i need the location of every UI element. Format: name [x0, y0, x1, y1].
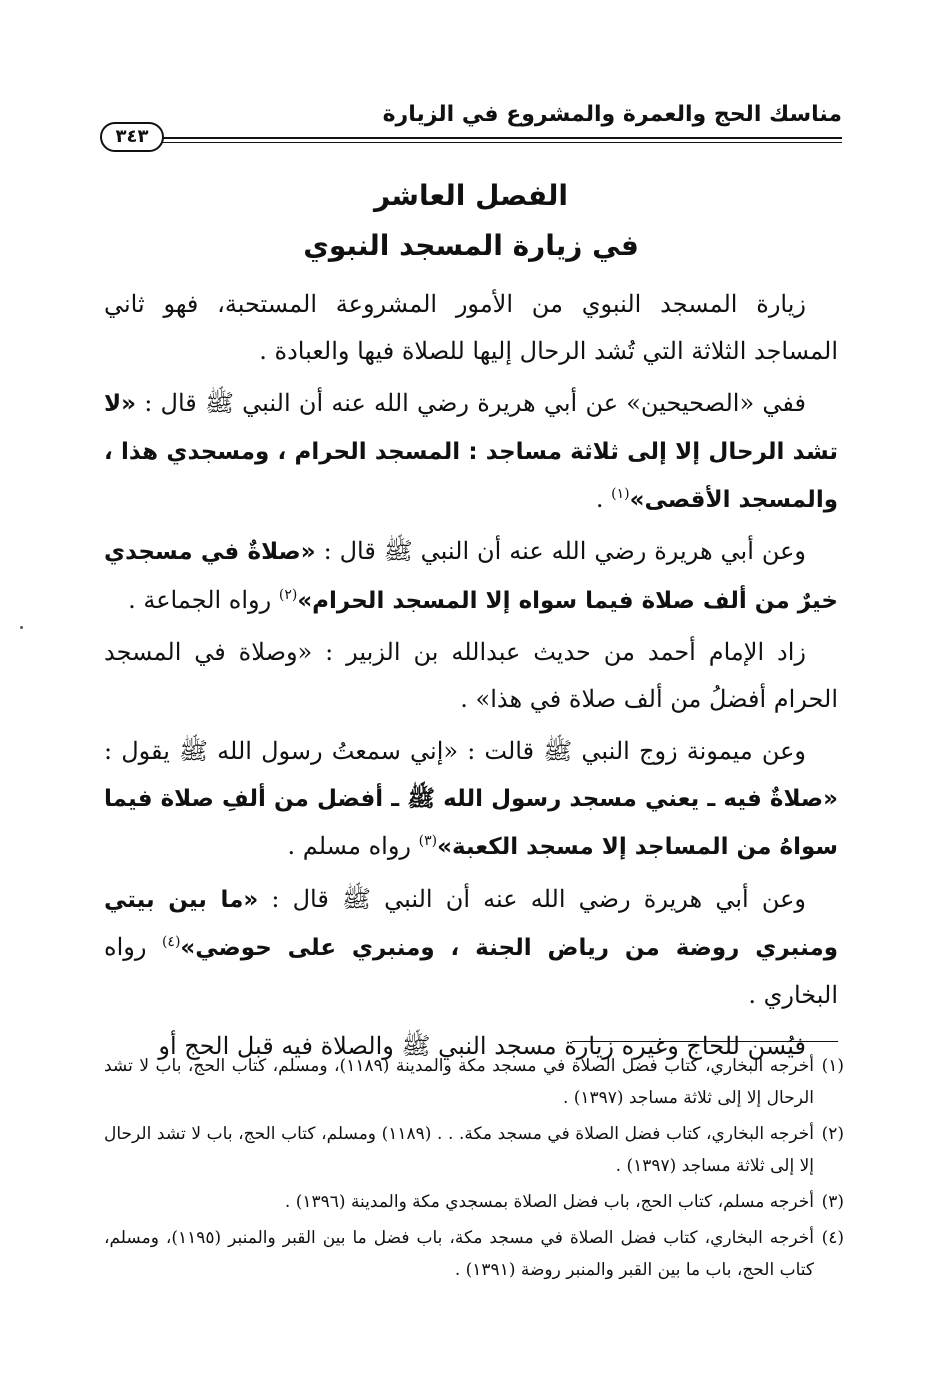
paragraph-2-intro: ففي «الصحيحين» عن أبي هريرة رضي الله عنه أن النبي ﷺ قال :	[135, 388, 806, 417]
paragraph-3-end: رواه الجماعة .	[128, 585, 279, 614]
footnote-ref-3: (٣)	[418, 833, 438, 850]
main-text	[104, 281, 838, 1075]
paragraph-7: فيُسن للحاج وغيره زيارة مسجد النبي ﷺ والصلاة فيه قبل الحج أو	[158, 1032, 806, 1061]
running-title: مناسك الحج والعمرة والمشروع في الزيارة	[382, 102, 842, 127]
paragraph-5-intro: وعن ميمونة زوج النبي ﷺ قالت : «إني سمعتُ رسول الله ﷺ يقول :	[104, 736, 806, 765]
chapter-subtitle: في زيارة المسجد النبوي	[303, 229, 639, 262]
footnote-text: أخرجه البخاري، كتاب فضل الصلاة في مسجد مكة والمدينة (١١٨٩)، ومسلم، كتاب الحج، باب لا تشد الرحال إلا إلى ثلاثة مساجد (١٣٩٧) .	[104, 1056, 814, 1108]
footnote-ref-1: (١)	[611, 486, 630, 503]
footnote	[104, 1186, 844, 1218]
footnote-separator	[572, 1041, 838, 1042]
page-number: ٣٤٣	[100, 122, 164, 152]
footnote-number: (١)	[821, 1056, 844, 1076]
footnote	[104, 1222, 844, 1286]
footnote-number: (٣)	[821, 1192, 844, 1212]
hadith-quote-3: «صلاةٌ فيه ـ يعني مسجد رسول الله ﷺ ـ أفضل من ألفِ صلاة فيما سواهُ من المساجد إلا مسجد الكعبة»	[104, 785, 838, 861]
hadith-quote-4: «ما بين بيتي ومنبري روضة من رياض الجنة ، ومنبري على حوضي»	[104, 886, 838, 961]
hadith-quote-2: «صلاةٌ في مسجدي خيرٌ من ألف صلاة فيما سواه إلا المسجد الحرام»	[104, 539, 838, 614]
paragraph-2	[104, 380, 838, 525]
hadith-quote-1: «لا تشد الرحال إلا إلى ثلاثة مساجد : المسجد الحرام ، ومسجدي هذا ، والمسجد الأقصى»	[104, 390, 838, 514]
paragraph-1: زيارة المسجد النبوي من الأمور المشروعة المستحبة، فهو ثاني المساجد الثلاثة التي تُشد الرحال إليها للصلاة فيها والعبادة .	[104, 290, 838, 366]
margin-speck	[20, 626, 23, 629]
paragraph-3	[104, 528, 838, 625]
header-rule	[162, 137, 842, 143]
paragraph-6-end: رواه البخاري .	[104, 932, 838, 1010]
paragraph-5	[104, 728, 838, 872]
footnote-number: (٤)	[821, 1228, 845, 1248]
footnote-ref-4: (٤)	[161, 933, 181, 950]
footnote	[104, 1050, 844, 1114]
chapter-title: الفصل العاشر	[374, 179, 568, 212]
running-header	[100, 100, 842, 146]
footnote-text: أخرجه البخاري، كتاب فضل الصلاة في مسجد مكة. . . (١١٨٩) ومسلم، كتاب الحج، باب لا تشد الرحال إلا إلى ثلاثة مساجد (١٣٩٧) .	[104, 1124, 814, 1176]
paragraph-5-end: رواه مسلم .	[287, 832, 419, 861]
footnote-number: (٢)	[821, 1124, 844, 1144]
paragraph-6	[104, 876, 838, 1020]
footnote-text: أخرجه البخاري، كتاب فضل الصلاة في مسجد مكة، باب فضل ما بين القبر والمنبر (١١٩٥)، ومسلم، كتاب الحج، باب ما بين القبر والمنبر روضة (١٣٩١) .	[104, 1228, 815, 1280]
paragraph-6-intro: وعن أبي هريرة رضي الله عنه أن النبي ﷺ قال :	[258, 884, 807, 913]
paragraph-2-end: .	[595, 485, 612, 514]
footnote-ref-2: (٢)	[278, 586, 298, 603]
footnote-text: أخرجه مسلم، كتاب الحج، باب فضل الصلاة بمسجدي مكة والمدينة (١٣٩٦) .	[284, 1192, 814, 1212]
footnote	[104, 1118, 844, 1182]
footnotes	[104, 1050, 844, 1290]
paragraph-3-intro: وعن أبي هريرة رضي الله عنه أن النبي ﷺ قال :	[315, 537, 806, 566]
paragraph-4: زاد الإمام أحمد من حديث عبدالله بن الزبير : «وصلاة في المسجد الحرام أفضلُ من ألف صلاة في هذا» .	[104, 638, 838, 714]
